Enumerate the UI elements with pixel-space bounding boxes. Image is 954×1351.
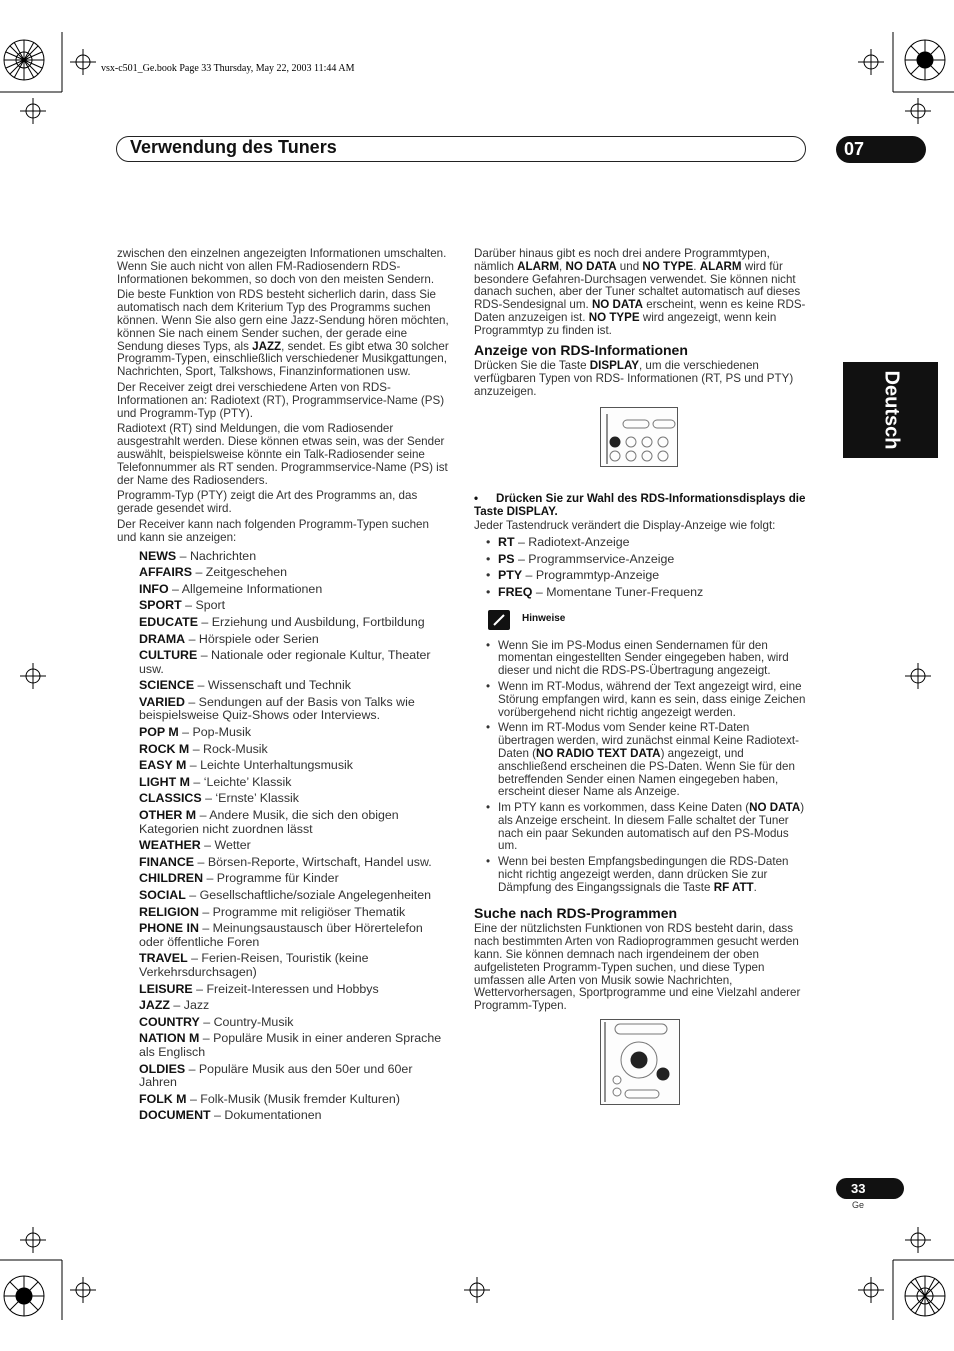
paragraph: zwischen den einzelnen angezeigten Informationen umschalten. Wenn Sie auch nicht von allen FM-Radiosendern RDS-Informationen bekommen, so doch von den meisten Sendern. [117,247,447,286]
bold-text: NO DATA [591,298,644,312]
program-type-item: OLDIES – Populäre Musik aus den 50er und 60er Jahren [139,1061,413,1090]
program-type-item: WEATHER – Wetter [139,838,251,853]
bold-text: RF ATT [713,880,754,894]
bold-text: NO TYPE [588,310,640,324]
remote-dpad-icon [601,1020,679,1104]
program-type-item: EASY M – Leichte Unterhaltungsmusik [139,758,353,773]
text: , um die verschiedenen verfügbaren Typen von RDS- Informationen (RT, PS und PTY) anzuzeigen. [474,359,794,398]
program-type-item: AFFAIRS – Zeitgeschehen [139,565,288,580]
program-type-item: COUNTRY – Country-Musik [139,1014,294,1029]
remote-buttons-icon [601,408,677,466]
program-type-item: EDUCATE – Erziehung und Ausbildung, Fortbildung [139,614,425,629]
program-type-item: POP M – Pop-Musik [139,725,252,740]
file-info: vsx-c501_Ge.book Page 33 Thursday, May 22, 2003 11:44 AM [101,63,355,74]
display-mode-item: • PTY – Programmtyp-Anzeige [498,569,807,583]
bold-text: NO DATA [565,259,617,273]
text: Wenn Sie im PS-Modus einen Sendernamen für den momentan eingestellten Sender eingegeben haben, wird dieser und nicht die RDS-PS-Übertragung angezeigt. [498,638,789,678]
paragraph: Programm-Typ (PTY) zeigt die Art des Programms an, das gerade gesendet wird. [117,489,418,516]
program-type-item: FOLK M – Folk-Musik (Musik fremder Kulturen) [139,1091,400,1106]
bold-text: NO DATA [749,801,801,815]
right-column [474,248,807,1105]
chapter-number: 07 [836,136,926,163]
text: Wenn im RT-Modus vom Sender keine RT-Daten übertragen werden, wird zunächst einmal Keine Radiotext-Daten ( [498,721,799,760]
display-mode-item: • RT – Radiotext-Anzeige [498,536,807,550]
note-item [498,681,807,719]
note-item [498,640,807,678]
program-type-item: CLASSICS – ‘Ernste’ Klassik [139,791,299,806]
left-column [117,248,450,1126]
program-type-item: CHILDREN – Programme für Kinder [139,871,339,886]
text: Wenn bei besten Empfangsbedingungen die RDS-Daten nicht richtig angezeigt werden, dann drücken Sie zur Dämpfung des Eingangssignals die Taste [498,855,789,894]
display-mode-item: • FREQ – Momentane Tuner-Frequenz [498,586,807,600]
program-type-item: SOCIAL – Gesellschaftliche/soziale Angelegenheiten [139,888,432,902]
text: . [753,880,757,894]
bold-text: DISPLAY [589,359,639,373]
page-number: 33 [836,1178,904,1199]
program-type-item: LIGHT M – ‘Leichte’ Klassik [139,774,292,789]
pencil-icon [488,610,510,630]
text: Darüber hinaus gibt es noch drei andere Programmtypen, nämlich [474,247,770,273]
text: Im PTY kann es vorkommen, dass Keine Daten ( [498,801,750,815]
paragraph: Der Receiver kann nach folgenden Programm-Typen suchen und kann sie anzeigen: [117,517,429,544]
text: Wenn im RT-Modus, während der Text angezeigt wird, eine Störung empfangen wird, kann es sein, dass einige Zeichen vorübergehend nicht richtig angezeigt werden. [498,679,806,719]
program-type-list [117,550,450,1123]
program-type-item: DRAMA – Hörspiele oder Serien [139,631,319,646]
program-type-item: SCIENCE – Wissenschaft und Technik [139,678,351,693]
notes-header [474,610,807,630]
notes-list [474,640,807,895]
paragraph: Der Receiver zeigt drei verschiedene Arten von RDS-Informationen an: Radiotext (RT), Programmservice-Name (PS) und Programm-Typ (PTY). [117,380,445,420]
note-item [498,722,807,799]
program-type-item: NEWS – Nachrichten [139,548,257,563]
paragraph [474,248,807,338]
remote-display-illustration [600,407,678,467]
paragraph: Jeder Tastendruck verändert die Display-Anzeige wie folgt: [474,519,776,533]
program-type-item: OTHER M – Andere Musik, die sich den obigen Kategorien nicht zuordnen lässt [139,808,399,836]
program-type-item: JAZZ – Jazz [139,998,210,1013]
program-type-item: INFO – Allgemeine Informationen [139,581,323,596]
display-mode-list [474,536,807,599]
paragraph: Die beste Funktion von RDS besteht sicherlich darin, dass Sie automatisch nach dem Kriterium Typ des Programms suchen können. Wenn Sie also gern eine Jazz-Sendung hören möchten, können Sie nach einem Sender suchen, der gerade eine Sendung dieses Typs, als JAZZ, sendet. Es gibt etwa 30 solcher Programm-Typen, einschließlich verschiedener Musikgattungen, Nachrichten, Sport, Talkshows, Finanzinformationen usw. [117,288,449,379]
program-type-item: TRAVEL – Ferien-Reisen, Touristik (keine Verkehrsdurchsagen) [139,951,369,979]
program-type-item: SPORT – Sport [139,598,226,613]
display-mode-item: • PS – Programmservice-Anzeige [498,553,807,567]
program-type-item: NATION M – Populäre Musik in einer anderen Sprache als Englisch [139,1031,442,1059]
text: wird angezeigt, wenn kein Programmtyp zu finden ist. [474,310,777,337]
step-instruction: • Drücken Sie zur Wahl des RDS-Informationsdisplays die Taste DISPLAY. [474,491,806,518]
language-tab [843,362,938,458]
program-type-item: ROCK M – Rock-Musik [139,741,268,756]
page-language: Ge [852,1200,865,1210]
bold-text: NO RADIO TEXT DATA [536,746,661,760]
program-type-item: VARIED – Sendungen auf der Basis von Talks wie beispielsweise Quiz-Shows oder Interviews. [139,694,415,723]
text: und [616,259,643,273]
program-type-item: PHONE IN – Meinungsaustausch über Hörertelefon oder öffentliche Foren [139,921,423,949]
text: ) als Anzeige erscheint. In diesem Falle schaltet der Tuner nach ein paar Sekunden automatisch auf den PS-Modus um. [498,801,805,853]
text: Drücken Sie die Taste [474,359,590,373]
program-type-item: CULTURE – Nationale oder regionale Kultur, Theater usw. [139,648,431,676]
note-item [498,856,807,894]
language-label: Deutsch [880,370,902,450]
paragraph: Radiotext (RT) sind Meldungen, die vom Radiosender ausgestrahlt werden. Diese können etwas sein, was der Sender auswählt, beispielsweise könnte ein Talk-Radiosender seine Telefonnummer als RT senden. Programmservice-Name (PS) ist der Name des Radiosenders. [117,422,448,487]
bold-text: ALARM [517,259,560,273]
section-heading-display: Anzeige von RDS-Informationen [474,341,688,358]
text: , [559,259,566,273]
program-type-item: DOCUMENT – Dokumentationen [139,1108,322,1123]
notes-title: Hinweise [522,613,566,625]
remote-search-illustration [600,1019,680,1105]
program-type-item: RELIGION – Programme mit religiöser Thematik [139,904,406,919]
note-item [498,802,807,853]
bold-text: ALARM [699,259,742,273]
text: erscheint, wenn es keine RDS-Daten anzuzeigen ist. [474,298,806,324]
text: wird für besondere Gefahren-Durchsagen verwendet. Sie können nicht danach suchen, aber der Tuner schaltet automatisch auf dieses RDS-Sendesignal um. [474,259,801,312]
text: ) angezeigt, und anschließend erscheinen die PS-Daten. Wenn Sie für den betreffenden Sender einen Namen eingegeben haben, erscheint dieser Name als Anzeige. [498,746,795,799]
bold-text: NO TYPE [642,259,694,273]
text: . [693,259,700,273]
program-type-item: LEISURE – Freizeit-Interessen und Hobbys [139,981,379,996]
paragraph [474,360,807,398]
program-type-item: FINANCE – Börsen-Reporte, Wirtschaft, Handel usw. [139,854,432,869]
section-heading-search: Suche nach RDS-Programmen [474,904,678,921]
page-title: Verwendung des Tuners [130,137,337,157]
paragraph: Eine der nützlichsten Funktionen von RDS besteht darin, dass nach bestimmten Arten von Radioprogrammen gesucht werden kann. Sie können demnach nach irgendeinem der oben aufgelisteten Programm-Typen suchen, und diese Typen umfassen alle Arten von Musik sowie Nachrichten, Wettervorhersagen, Sportprogramme und eine Vielzahl anderer Programm-Typen. [474,922,801,1013]
